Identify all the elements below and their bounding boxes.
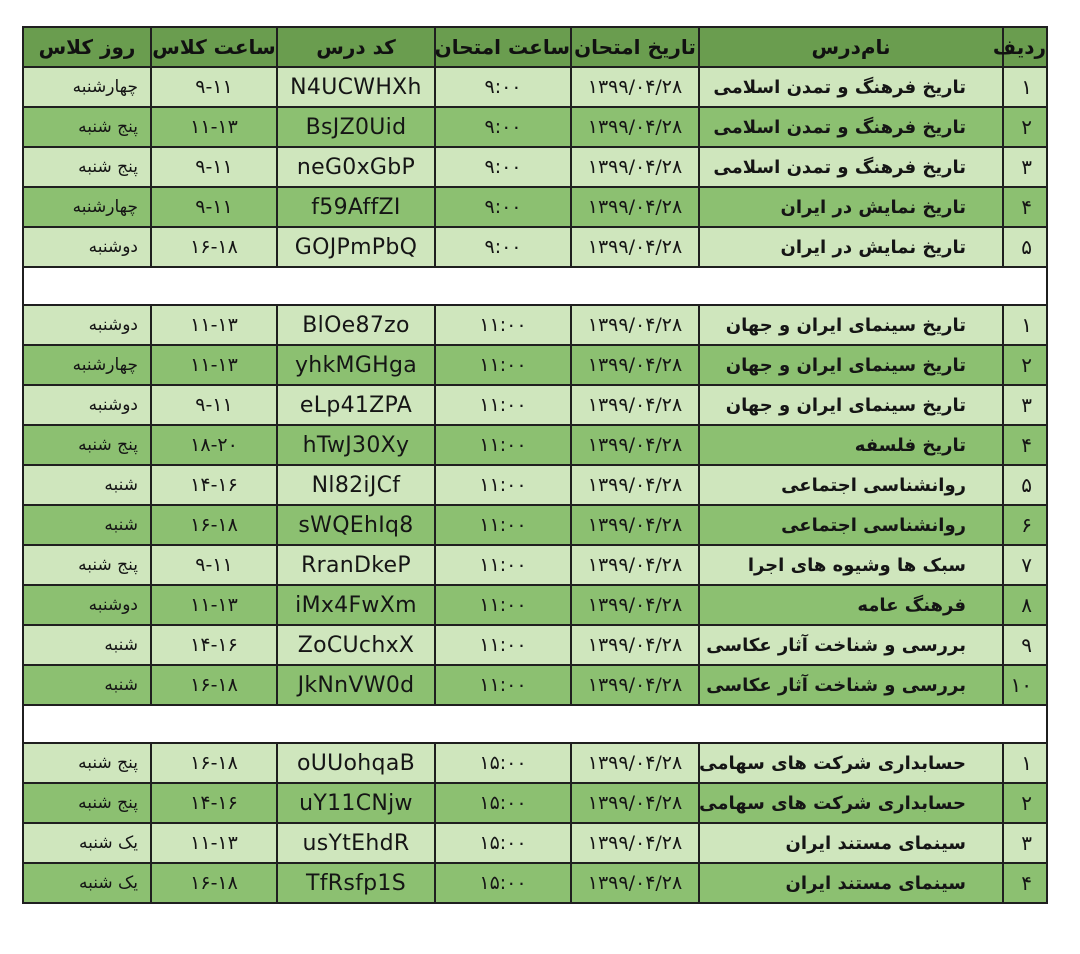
table-body [23,67,1047,903]
course-code-cell: N4UCWHXh [277,67,435,107]
course-code-cell: iMx4FwXm [277,585,435,625]
exam-schedule-table [22,26,1048,904]
exam-date-cell: ۱۳۹۹/۰۴/۲۸ [571,465,699,505]
exam-date-cell: ۱۳۹۹/۰۴/۲۸ [571,385,699,425]
row-number-cell: ۳ [1003,823,1047,863]
table-row [23,505,1047,545]
exam-time-cell: ۹:۰۰ [435,67,571,107]
exam-schedule-sheet [22,26,1046,904]
exam-time-cell: ۱۱:۰۰ [435,345,571,385]
row-number-cell: ۱ [1003,743,1047,783]
row-number-cell: ۴ [1003,863,1047,903]
row-number-cell: ۸ [1003,585,1047,625]
exam-time-cell: ۱۵:۰۰ [435,823,571,863]
class-day-cell: شنبه [23,465,151,505]
exam-date-cell: ۱۳۹۹/۰۴/۲۸ [571,863,699,903]
table-row [23,585,1047,625]
course-code-cell: JkNnVW0d [277,665,435,705]
group-separator-cell [23,267,1047,305]
header-exam-date: تاریخ امتحان [571,27,699,67]
class-time-cell: ۱۱-۱۳ [151,107,277,147]
class-day-cell: دوشنبه [23,385,151,425]
course-code-cell: uY11CNjw [277,783,435,823]
course-name-cell: سبک ها وشیوه های اجرا [699,545,1003,585]
table-row [23,823,1047,863]
row-number-cell: ۶ [1003,505,1047,545]
class-time-cell: ۱۱-۱۳ [151,585,277,625]
course-code-cell: GOJPmPbQ [277,227,435,267]
course-name-cell: تاریخ نمایش در ایران [699,187,1003,227]
class-day-cell: پنج شنبه [23,147,151,187]
header-course-name: نام‌درس [699,27,1003,67]
course-name-cell: روانشناسی اجتماعی [699,505,1003,545]
table-row [23,863,1047,903]
exam-date-cell: ۱۳۹۹/۰۴/۲۸ [571,147,699,187]
exam-date-cell: ۱۳۹۹/۰۴/۲۸ [571,187,699,227]
row-number-cell: ۹ [1003,625,1047,665]
exam-date-cell: ۱۳۹۹/۰۴/۲۸ [571,107,699,147]
course-name-cell: تاریخ سینمای ایران و جهان [699,305,1003,345]
table-row [23,545,1047,585]
course-name-cell: فرهنگ عامه [699,585,1003,625]
class-time-cell: ۹-۱۱ [151,187,277,227]
class-time-cell: ۱۶-۱۸ [151,743,277,783]
course-name-cell: سینمای مستند ایران [699,823,1003,863]
exam-date-cell: ۱۳۹۹/۰۴/۲۸ [571,545,699,585]
course-code-cell: f59AffZI [277,187,435,227]
course-code-cell: eLp41ZPA [277,385,435,425]
exam-date-cell: ۱۳۹۹/۰۴/۲۸ [571,345,699,385]
class-day-cell: پنج شنبه [23,545,151,585]
class-day-cell: دوشنبه [23,227,151,267]
course-code-cell: yhkMGHga [277,345,435,385]
exam-time-cell: ۱۱:۰۰ [435,305,571,345]
table-row [23,67,1047,107]
class-time-cell: ۱۶-۱۸ [151,665,277,705]
exam-time-cell: ۱۱:۰۰ [435,545,571,585]
course-code-cell: BsJZ0Uid [277,107,435,147]
class-time-cell: ۱۶-۱۸ [151,227,277,267]
table-row [23,743,1047,783]
exam-time-cell: ۱۱:۰۰ [435,585,571,625]
exam-date-cell: ۱۳۹۹/۰۴/۲۸ [571,305,699,345]
row-number-cell: ۱ [1003,305,1047,345]
exam-date-cell: ۱۳۹۹/۰۴/۲۸ [571,625,699,665]
row-number-cell: ۱۰ [1003,665,1047,705]
table-row [23,665,1047,705]
table-row [23,305,1047,345]
row-number-cell: ۵ [1003,227,1047,267]
course-name-cell: بررسی و شناخت آثار عکاسی [699,665,1003,705]
row-number-cell: ۴ [1003,187,1047,227]
table-row [23,783,1047,823]
header-exam-time: ساعت امتحان [435,27,571,67]
class-time-cell: ۱۴-۱۶ [151,625,277,665]
exam-time-cell: ۱۱:۰۰ [435,665,571,705]
course-code-cell: TfRsfp1S [277,863,435,903]
class-day-cell: یک شنبه [23,823,151,863]
exam-time-cell: ۱۵:۰۰ [435,863,571,903]
course-code-cell: oUUohqaB [277,743,435,783]
class-day-cell: دوشنبه [23,585,151,625]
class-day-cell: پنج شنبه [23,783,151,823]
group-separator-row [23,267,1047,305]
table-row [23,147,1047,187]
course-code-cell: neG0xGbP [277,147,435,187]
row-number-cell: ۴ [1003,425,1047,465]
row-number-cell: ۱ [1003,67,1047,107]
course-name-cell: تاریخ سینمای ایران و جهان [699,385,1003,425]
course-name-cell: بررسی و شناخت آثار عکاسی [699,625,1003,665]
class-day-cell: شنبه [23,625,151,665]
header-class-day: روز کلاس [23,27,151,67]
row-number-cell: ۵ [1003,465,1047,505]
header-row [23,27,1047,67]
table-row [23,345,1047,385]
exam-date-cell: ۱۳۹۹/۰۴/۲۸ [571,505,699,545]
course-name-cell: حسابداری شرکت های سهامی [699,743,1003,783]
course-code-cell: sWQEhIq8 [277,505,435,545]
exam-date-cell: ۱۳۹۹/۰۴/۲۸ [571,823,699,863]
exam-time-cell: ۱۱:۰۰ [435,465,571,505]
exam-date-cell: ۱۳۹۹/۰۴/۲۸ [571,585,699,625]
exam-time-cell: ۱۱:۰۰ [435,385,571,425]
class-day-cell: پنج شنبه [23,425,151,465]
exam-time-cell: ۹:۰۰ [435,147,571,187]
exam-time-cell: ۱۱:۰۰ [435,505,571,545]
exam-time-cell: ۹:۰۰ [435,227,571,267]
row-number-cell: ۲ [1003,345,1047,385]
table-row [23,107,1047,147]
exam-date-cell: ۱۳۹۹/۰۴/۲۸ [571,783,699,823]
exam-date-cell: ۱۳۹۹/۰۴/۲۸ [571,67,699,107]
course-name-cell: تاریخ فرهنگ و تمدن اسلامی [699,107,1003,147]
row-number-cell: ۳ [1003,147,1047,187]
class-day-cell: پنج شنبه [23,107,151,147]
class-day-cell: شنبه [23,505,151,545]
table-row [23,227,1047,267]
class-time-cell: ۱۸-۲۰ [151,425,277,465]
course-code-cell: usYtEhdR [277,823,435,863]
course-name-cell: تاریخ نمایش در ایران [699,227,1003,267]
table-row [23,465,1047,505]
exam-time-cell: ۹:۰۰ [435,187,571,227]
class-time-cell: ۱۶-۱۸ [151,505,277,545]
course-code-cell: Nl82iJCf [277,465,435,505]
table-row [23,625,1047,665]
exam-time-cell: ۱۵:۰۰ [435,783,571,823]
class-day-cell: چهارشنبه [23,345,151,385]
group-separator-cell [23,705,1047,743]
class-time-cell: ۱۱-۱۳ [151,345,277,385]
exam-date-cell: ۱۳۹۹/۰۴/۲۸ [571,665,699,705]
class-time-cell: ۱۴-۱۶ [151,783,277,823]
header-row-number: ردیف [1003,27,1047,67]
course-name-cell: تاریخ فلسفه [699,425,1003,465]
class-day-cell: دوشنبه [23,305,151,345]
table-row [23,425,1047,465]
class-day-cell: شنبه [23,665,151,705]
exam-time-cell: ۹:۰۰ [435,107,571,147]
class-time-cell: ۱۶-۱۸ [151,863,277,903]
class-time-cell: ۹-۱۱ [151,385,277,425]
class-time-cell: ۹-۱۱ [151,147,277,187]
row-number-cell: ۳ [1003,385,1047,425]
course-name-cell: تاریخ فرهنگ و تمدن اسلامی [699,147,1003,187]
class-time-cell: ۱۴-۱۶ [151,465,277,505]
course-name-cell: حسابداری شرکت های سهامی [699,783,1003,823]
course-name-cell: روانشناسی اجتماعی [699,465,1003,505]
row-number-cell: ۷ [1003,545,1047,585]
exam-date-cell: ۱۳۹۹/۰۴/۲۸ [571,227,699,267]
class-day-cell: چهارشنبه [23,67,151,107]
class-time-cell: ۹-۱۱ [151,545,277,585]
course-code-cell: ZoCUchxX [277,625,435,665]
exam-time-cell: ۱۵:۰۰ [435,743,571,783]
class-time-cell: ۱۱-۱۳ [151,823,277,863]
class-day-cell: چهارشنبه [23,187,151,227]
table-row [23,187,1047,227]
table-row [23,385,1047,425]
exam-date-cell: ۱۳۹۹/۰۴/۲۸ [571,425,699,465]
class-day-cell: یک شنبه [23,863,151,903]
course-code-cell: BlOe87zo [277,305,435,345]
course-code-cell: hTwJ30Xy [277,425,435,465]
row-number-cell: ۲ [1003,783,1047,823]
exam-date-cell: ۱۳۹۹/۰۴/۲۸ [571,743,699,783]
row-number-cell: ۲ [1003,107,1047,147]
course-name-cell: تاریخ سینمای ایران و جهان [699,345,1003,385]
class-time-cell: ۱۱-۱۳ [151,305,277,345]
course-code-cell: RranDkeP [277,545,435,585]
class-day-cell: پنج شنبه [23,743,151,783]
group-separator-row [23,705,1047,743]
course-name-cell: تاریخ فرهنگ و تمدن اسلامی [699,67,1003,107]
class-time-cell: ۹-۱۱ [151,67,277,107]
header-class-time: ساعت کلاس [151,27,277,67]
course-name-cell: سینمای مستند ایران [699,863,1003,903]
exam-time-cell: ۱۱:۰۰ [435,625,571,665]
header-course-code: کد درس [277,27,435,67]
exam-time-cell: ۱۱:۰۰ [435,425,571,465]
